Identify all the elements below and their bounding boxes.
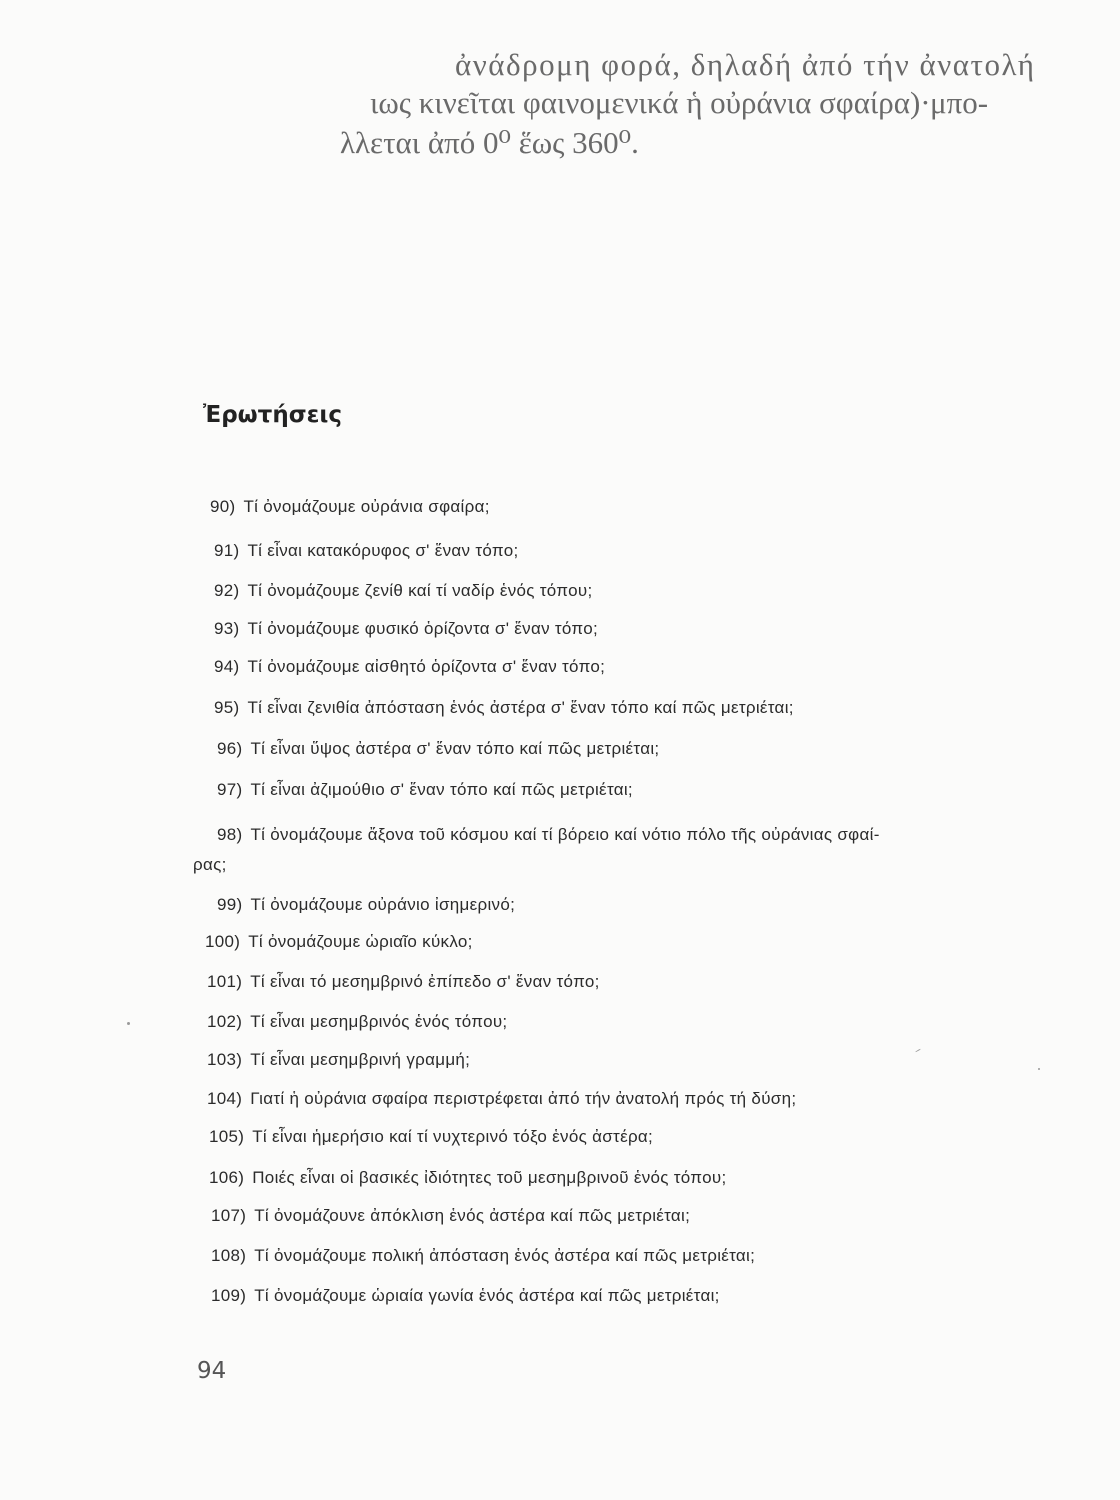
question-item: [207, 1012, 507, 1032]
question-text: Τί ὀνομάζουμε πολική ἀπόσταση ἑνός ἀστέρα καί πῶς μετριέται;: [254, 1246, 756, 1265]
question-number: 109): [211, 1286, 247, 1305]
question-text: Τί εἶναι μεσημβρινός ἑνός τόπου;: [250, 1012, 508, 1031]
question-text: Τί εἶναι μεσημβρινή γραμμή;: [250, 1050, 471, 1069]
question-number: 104): [207, 1089, 243, 1108]
fragment-line-2: [370, 84, 931, 122]
question-text: Τί εἶναι ζενιθία ἀπόσταση ἑνός ἀστέρα σ' ἕναν τόπο καί πῶς μετριέται;: [247, 698, 794, 717]
question-number: 100): [205, 932, 241, 951]
question-text: Τί ὀνομάζουμε φυσικό ὁρίζοντα σ' ἕναν τόπο;: [247, 619, 598, 638]
question-number: 101): [207, 972, 243, 991]
question-item: [214, 581, 592, 601]
page-number: 94: [197, 1358, 227, 1384]
question-number: 92): [214, 581, 240, 600]
question-text: Τί εἶναι ὕψος ἀστέρα σ' ἕναν τόπο καί πῶς μετριέται;: [250, 739, 660, 758]
question-text: Τί ὀνομάζουμε ἄξονα τοῦ κόσμου καί τί βόρειο καί νότιο πόλο τῆς οὐράνιας σφαί-: [250, 825, 880, 844]
question-number: 106): [209, 1168, 245, 1187]
question-item: [214, 541, 518, 561]
question-item: [214, 657, 605, 677]
question-text: Τί ὀνομάζουνε ἀπόκλιση ἑνός ἀστέρα καί πῶς μετριέται;: [254, 1206, 691, 1225]
question-item: [217, 895, 515, 915]
scan-speck: [915, 1049, 921, 1053]
question-text: Τί εἶναι ἀζιμούθιο σ' ἕναν τόπο καί πῶς μετριέται;: [250, 780, 633, 799]
question-item: [211, 1206, 690, 1226]
question-text: Ποιές εἶναι οἱ βασικές ἰδιότητες τοῦ μεσημβρινοῦ ἑνός τόπου;: [252, 1168, 727, 1187]
scan-speck: [1038, 1068, 1040, 1070]
question-text: Τί εἶναι ἡμερήσιο καί τί νυχτερινό τόξο ἑνός ἀστέρα;: [252, 1127, 654, 1146]
question-number: 93): [214, 619, 240, 638]
fragment-line-2-hyphenated: μπο-: [930, 85, 989, 120]
question-number: 94): [214, 657, 240, 676]
question-number: 91): [214, 541, 240, 560]
question-text: Τί ὀνομάζουμε οὐράνιο ἰσημερινό;: [250, 895, 516, 914]
question-text: Τί ὀνομάζουμε ζενίθ καί τί ναδίρ ἑνός τόπου;: [247, 581, 593, 600]
question-item: [214, 698, 794, 718]
question-item: [211, 1246, 755, 1266]
question-text: Τί εἶναι κατακόρυφος σ' ἕναν τόπο;: [247, 541, 519, 560]
fragment-line-1: ἀνάδρομη φορά, δηλαδή ἀπό τήν ἀνατολή: [455, 47, 1036, 82]
question-number: 98): [217, 825, 243, 844]
question-item: [207, 1050, 470, 1070]
question-text: Τί ὀνομάζουμε ὡριαία γωνία ἑνός ἀστέρα καί πῶς μετριέται;: [254, 1286, 720, 1305]
question-item: [207, 972, 600, 992]
question-number: 103): [207, 1050, 243, 1069]
question-text-continuation: ρας;: [193, 855, 227, 874]
fragment-line-3: λλεται ἀπό 0⁰ ἕως 360⁰.: [340, 125, 639, 160]
question-item: [207, 1089, 796, 1109]
question-number: 108): [211, 1246, 247, 1265]
question-text: Τί ὀνομάζουμε οὐράνια σφαίρα;: [243, 497, 490, 516]
question-item: [211, 1286, 720, 1306]
question-number: 105): [209, 1127, 245, 1146]
question-text: Τί ὀνομάζουμε αἰσθητό ὁρίζοντα σ' ἕναν τόπο;: [247, 657, 606, 676]
question-item: [217, 739, 659, 759]
question-text: Τί εἶναι τό μεσημβρινό ἐπίπεδο σ' ἕναν τόπο;: [250, 972, 600, 991]
question-text: Γιατί ἡ οὐράνια σφαίρα περιστρέφεται ἀπό τήν ἀνατολή πρός τή δύση;: [250, 1089, 797, 1108]
scan-speck: [127, 1022, 130, 1025]
question-item: [209, 1168, 726, 1188]
question-text: Τί ὀνομάζουμε ὡριαῖο κύκλο;: [248, 932, 473, 951]
question-number: 90): [210, 497, 236, 516]
question-item: [214, 619, 598, 639]
question-number: 99): [217, 895, 243, 914]
section-heading: Ἐρωτήσεις: [203, 402, 343, 428]
question-number: 107): [211, 1206, 247, 1225]
question-number: 97): [217, 780, 243, 799]
question-item: [205, 932, 473, 952]
fragment-line-2-text: ιως κινεῖται φαινομενικά ἡ οὐράνια σφαίρα)·: [370, 85, 931, 120]
question-item: [193, 820, 1037, 880]
question-number: 95): [214, 698, 240, 717]
question-number: 102): [207, 1012, 243, 1031]
question-item: [217, 780, 633, 800]
question-item: [210, 497, 490, 517]
question-number: 96): [217, 739, 243, 758]
question-item: [209, 1127, 653, 1147]
